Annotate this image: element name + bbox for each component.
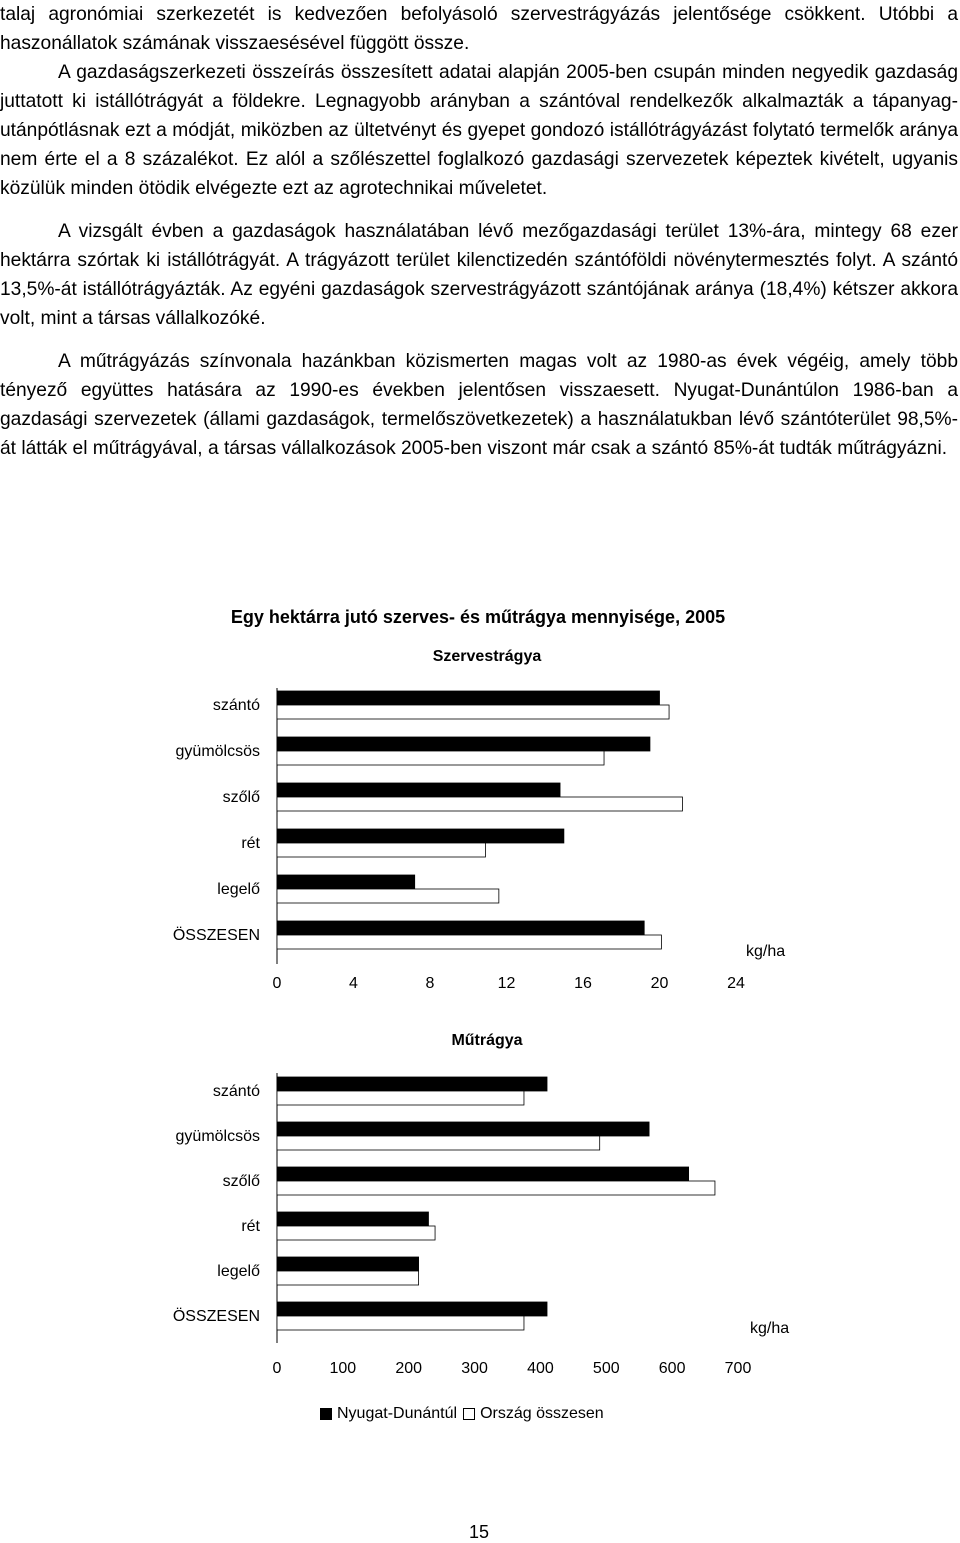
bar [277, 783, 560, 797]
bar [277, 1167, 689, 1181]
bar [277, 1271, 419, 1285]
page-number: 15 [468, 1522, 490, 1542]
bar [277, 1077, 547, 1091]
category-label: gyümölcsös [175, 743, 260, 760]
bar [277, 1122, 649, 1136]
bar [277, 797, 682, 811]
legend-swatch-western [320, 1408, 332, 1420]
bar [277, 1226, 435, 1240]
bar [277, 935, 661, 949]
bar [277, 921, 644, 935]
legend-swatch-national [463, 1408, 475, 1420]
bar [277, 1091, 524, 1105]
unit-label: kg/ha [750, 1320, 790, 1337]
bar [277, 705, 669, 719]
bar [277, 1136, 600, 1150]
tick-label: 16 [574, 975, 592, 992]
legend-label-national: Ország összesen [480, 1405, 604, 1422]
tick-label: 0 [272, 975, 282, 992]
body-text [0, 0, 958, 463]
tick-label: 400 [527, 1360, 554, 1377]
tick-label: 700 [724, 1360, 752, 1377]
tick-label: 12 [497, 975, 516, 992]
tick-label: 20 [650, 975, 669, 992]
tick-label: 0 [272, 1360, 282, 1377]
tick-label: 100 [329, 1360, 357, 1377]
chart-title: Egy hektárra jutó szerves- és műtrágya mennyisége, 2005 [230, 607, 726, 627]
tick-label: 4 [349, 975, 358, 992]
legend-label-western: Nyugat-Dunántúl [337, 1405, 458, 1422]
paragraph: A műtrágyázás színvonala hazánkban közismerten magas volt az 1980-as évek végéig, amely több tényező együttes hatására az 1990-es években jelentősen visszaesett. Nyugat-Dunántúlon 1986-ban a gazdasági szervezetek (állami gazdaságok, termelőszövetkezetek) a használatukban lévő szántóterület 98,5%-át látták el műtrágyával, a társas vállalkozások 2005-ben viszont már csak a szántó 85%-át tudták műtrágyázni. [0, 351, 958, 459]
category-label: szántó [212, 1083, 260, 1100]
category-label: rét [241, 835, 260, 852]
bar [277, 751, 604, 765]
category-label: legelő [217, 1263, 260, 1280]
chart-subtitle-mineral: Műtrágya [451, 1032, 523, 1049]
tick-label: 600 [658, 1360, 686, 1377]
organic-fertilizer-chart [0, 668, 960, 1028]
paragraph: talaj agronómiai szerkezetét is kedvezően befolyásoló szervestrágyázás jelentősége csökkent. Utóbbi a haszonállatok számának visszaesésével függött össze. [0, 4, 958, 54]
bar [277, 737, 650, 751]
bar [277, 843, 485, 857]
category-label: szőlő [222, 789, 260, 806]
category-label: gyümölcsös [175, 1128, 260, 1145]
bar [277, 889, 499, 903]
mineral-fertilizer-chart [0, 1058, 960, 1398]
bar [277, 1181, 715, 1195]
tick-label: 200 [395, 1360, 423, 1377]
bar [277, 1212, 428, 1226]
category-label: szántó [212, 697, 260, 714]
paragraph: A vizsgált évben a gazdaságok használatában lévő mezőgazdasági terület 13%-ára, mintegy 68 ezer hektárra szórtak ki istállótrágyát. A trágyázott terület kilenctizedén szántóföldi növénytermesztés folyt. A szántó 13,5%-át istállótrágyázták. Az egyéni gazdaságok szervestrágyázott szántójának aránya (18,4%) kétszer akkora volt, mint a társas vállalkozóké. [0, 221, 958, 329]
bar [277, 1257, 419, 1271]
category-label: legelő [217, 881, 260, 898]
category-label: ÖSSZESEN [172, 927, 260, 944]
bar [277, 1316, 524, 1330]
tick-label: 300 [461, 1360, 488, 1377]
chart-subtitle-organic: Szervestrágya [432, 648, 542, 665]
bar [277, 829, 564, 843]
category-label: rét [241, 1218, 260, 1235]
paragraph: A gazdaságszerkezeti összeírás összesített adatai alapján 2005-ben csupán minden negyedik gazdaság juttatott ki istállótrágyát a földekre. Legnagyobb arányban a szántóval rendelkezők alkalmazták a tápanyag-utánpótlásnak ezt a módját, miközben az ültetvényt és gyepet gondozó istállótrágyázást folytató termelők aránya nem érte el a 8 százalékot. Ez alól a szőlészettel foglalkozó gazdasági szervezetek képeztek kivételt, ugyanis közülük minden ötödik elvégezte ezt az agrotechnikai műveletet. [0, 62, 958, 199]
category-label: ÖSSZESEN [172, 1308, 260, 1325]
bar [277, 691, 660, 705]
bar [277, 875, 415, 889]
bar [277, 1302, 547, 1316]
tick-label: 24 [727, 975, 745, 992]
chart-legend [320, 1405, 604, 1423]
unit-label: kg/ha [746, 943, 786, 960]
tick-label: 8 [425, 975, 435, 992]
tick-label: 500 [592, 1360, 620, 1377]
category-label: szőlő [222, 1173, 260, 1190]
